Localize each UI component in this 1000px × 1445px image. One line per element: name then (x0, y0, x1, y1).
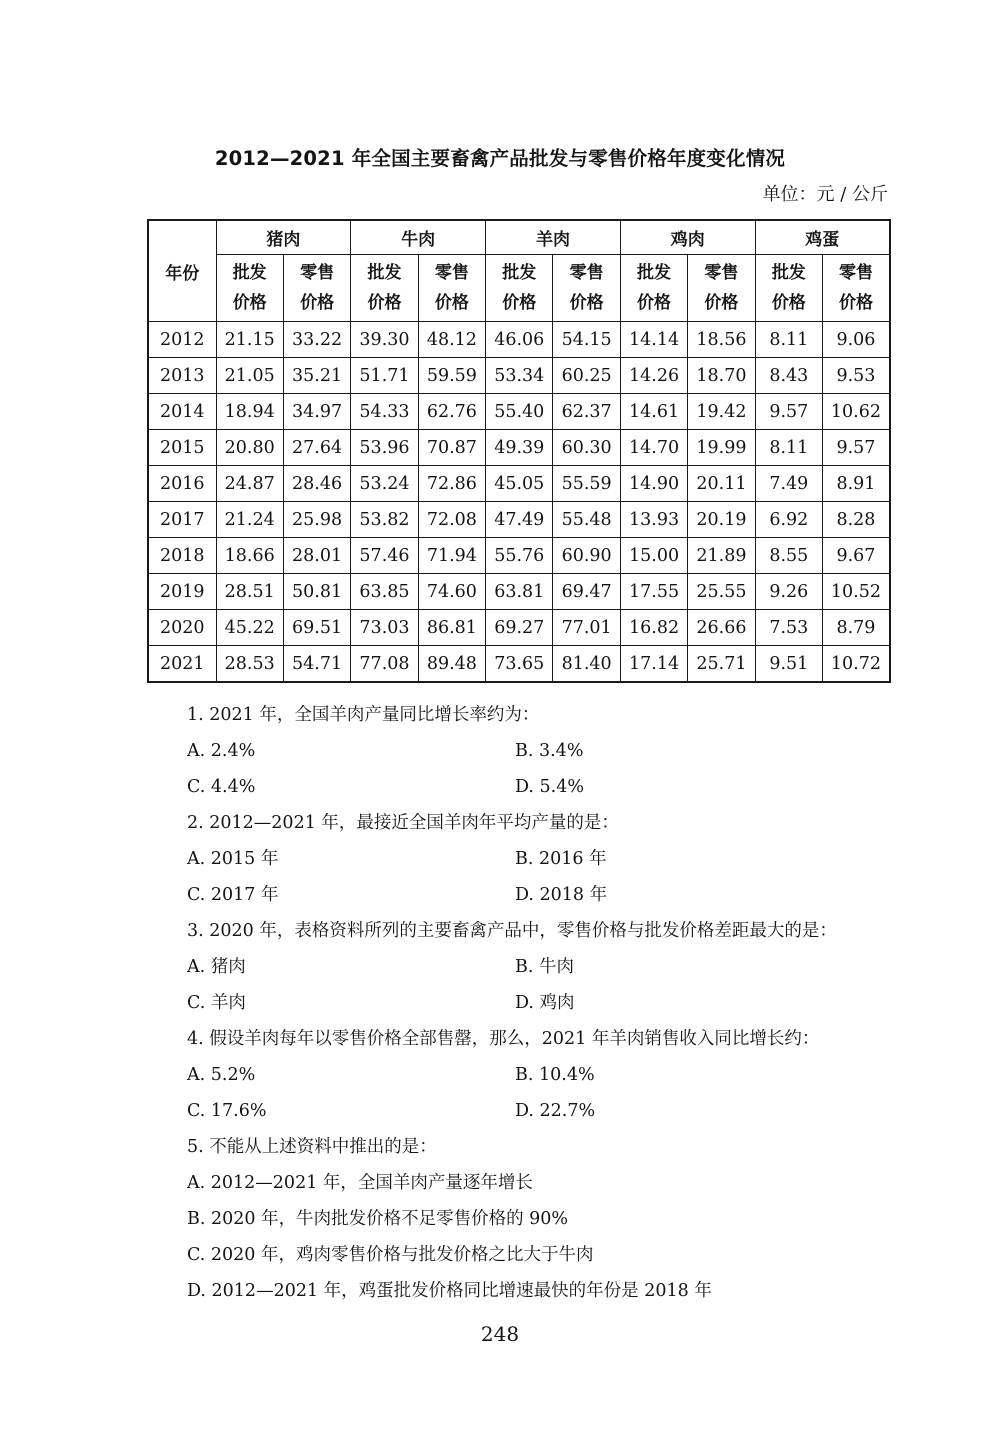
price-cell: 51.71 (351, 358, 418, 394)
answer-option: A. 猪肉 (187, 957, 246, 977)
year-cell: 2017 (148, 502, 216, 538)
price-cell: 55.40 (486, 394, 553, 430)
price-cell: 7.49 (755, 466, 822, 502)
price-cell: 69.51 (283, 610, 350, 646)
answer-option: B. 10.4% (515, 1065, 595, 1085)
option-row (187, 1093, 907, 1129)
price-cell: 9.57 (755, 394, 822, 430)
answer-option: D. 5.4% (515, 777, 584, 797)
sub-header-chicken-retail: 零售 价格 (688, 255, 755, 322)
price-cell: 73.03 (351, 610, 418, 646)
price-cell: 18.56 (688, 322, 755, 358)
answer-option: C. 羊肉 (187, 993, 246, 1013)
group-header-beef: 牛肉 (351, 220, 486, 255)
price-cell: 25.71 (688, 646, 755, 683)
header-group-row (148, 220, 890, 255)
price-cell: 54.33 (351, 394, 418, 430)
price-cell: 16.82 (620, 610, 687, 646)
price-cell: 54.15 (553, 322, 620, 358)
price-cell: 8.11 (755, 322, 822, 358)
page-title: 2012—2021 年全国主要畜禽产品批发与零售价格年度变化情况 (214, 147, 786, 170)
question-stem: 3. 2020 年，表格资料所列的主要畜禽产品中，零售价格与批发价格差距最大的是： (187, 921, 837, 941)
price-cell: 33.22 (283, 322, 350, 358)
price-cell: 18.94 (216, 394, 283, 430)
price-cell: 50.81 (283, 574, 350, 610)
price-cell: 8.43 (755, 358, 822, 394)
price-cell: 28.51 (216, 574, 283, 610)
year-cell: 2013 (148, 358, 216, 394)
price-cell: 25.55 (688, 574, 755, 610)
price-cell: 26.66 (688, 610, 755, 646)
answer-option: A. 2.4% (187, 741, 256, 761)
price-cell: 14.90 (620, 466, 687, 502)
table-row (148, 646, 890, 683)
table-row (148, 358, 890, 394)
price-cell: 9.57 (823, 430, 890, 466)
year-cell: 2020 (148, 610, 216, 646)
price-cell: 8.79 (823, 610, 890, 646)
price-cell: 60.30 (553, 430, 620, 466)
price-cell: 69.47 (553, 574, 620, 610)
price-cell: 10.62 (823, 394, 890, 430)
price-cell: 7.53 (755, 610, 822, 646)
answer-option: B. 牛肉 (515, 957, 574, 977)
group-header-egg: 鸡蛋 (755, 220, 890, 255)
answer-option: B. 2020 年，牛肉批发价格不足零售价格的 90% (187, 1209, 569, 1229)
price-cell: 53.82 (351, 502, 418, 538)
answer-option: D. 2012—2021 年，鸡蛋批发价格同比增速最快的年份是 2018 年 (187, 1281, 712, 1301)
year-cell: 2012 (148, 322, 216, 358)
sub-header-mutton-retail: 零售 价格 (553, 255, 620, 322)
price-cell: 24.87 (216, 466, 283, 502)
answer-option: D. 22.7% (515, 1101, 596, 1121)
table-row (148, 574, 890, 610)
price-cell: 14.61 (620, 394, 687, 430)
year-cell: 2014 (148, 394, 216, 430)
price-cell: 14.26 (620, 358, 687, 394)
price-cell: 53.34 (486, 358, 553, 394)
price-cell: 72.08 (418, 502, 485, 538)
price-cell: 77.01 (553, 610, 620, 646)
price-cell: 55.76 (486, 538, 553, 574)
table-row (148, 322, 890, 358)
option-row (187, 949, 907, 985)
price-cell: 14.14 (620, 322, 687, 358)
option-row (187, 769, 907, 805)
page-number: 248 (480, 1322, 520, 1346)
question-stem: 4. 假设羊肉每年以零售价格全部售罄，那么，2021 年羊肉销售收入同比增长约： (187, 1029, 820, 1049)
year-cell: 2021 (148, 646, 216, 683)
price-cell: 53.24 (351, 466, 418, 502)
answer-option: D. 2018 年 (515, 885, 608, 905)
price-cell: 70.87 (418, 430, 485, 466)
answer-option: C. 2017 年 (187, 885, 279, 905)
price-cell: 18.70 (688, 358, 755, 394)
sub-header-pork-retail: 零售 价格 (283, 255, 350, 322)
question-stem: 2. 2012—2021 年，最接近全国羊肉年平均产量的是： (187, 813, 619, 833)
price-cell: 9.51 (755, 646, 822, 683)
group-header-mutton: 羊肉 (486, 220, 621, 255)
price-cell: 57.46 (351, 538, 418, 574)
price-cell: 21.89 (688, 538, 755, 574)
price-cell: 55.48 (553, 502, 620, 538)
price-cell: 14.70 (620, 430, 687, 466)
price-cell: 55.59 (553, 466, 620, 502)
price-cell: 8.55 (755, 538, 822, 574)
price-cell: 71.94 (418, 538, 485, 574)
price-cell: 47.49 (486, 502, 553, 538)
answer-option: A. 2015 年 (187, 849, 279, 869)
price-cell: 21.24 (216, 502, 283, 538)
price-cell: 60.90 (553, 538, 620, 574)
price-cell: 45.22 (216, 610, 283, 646)
answer-option: B. 3.4% (515, 741, 584, 761)
price-cell: 53.96 (351, 430, 418, 466)
price-cell: 60.25 (553, 358, 620, 394)
price-cell: 9.53 (823, 358, 890, 394)
price-cell: 8.28 (823, 502, 890, 538)
price-cell: 62.76 (418, 394, 485, 430)
price-table (147, 219, 891, 683)
price-cell: 10.72 (823, 646, 890, 683)
answer-option: A. 2012—2021 年，全国羊肉产量逐年增长 (187, 1173, 533, 1193)
sub-header-beef-wholesale: 批发 价格 (351, 255, 418, 322)
sub-header-mutton-wholesale: 批发 价格 (486, 255, 553, 322)
price-cell: 13.93 (620, 502, 687, 538)
price-cell: 73.65 (486, 646, 553, 683)
table-row (148, 394, 890, 430)
price-cell: 8.91 (823, 466, 890, 502)
price-cell: 25.98 (283, 502, 350, 538)
question-stem: 5. 不能从上述资料中推出的是： (187, 1137, 437, 1157)
table-header (148, 220, 890, 322)
table-row (148, 466, 890, 502)
price-cell: 15.00 (620, 538, 687, 574)
question-stem: 1. 2021 年，全国羊肉产量同比增长率约为： (187, 705, 540, 725)
price-cell: 81.40 (553, 646, 620, 683)
price-cell: 28.46 (283, 466, 350, 502)
price-cell: 45.05 (486, 466, 553, 502)
price-cell: 77.08 (351, 646, 418, 683)
price-cell: 49.39 (486, 430, 553, 466)
price-cell: 20.11 (688, 466, 755, 502)
price-cell: 46.06 (486, 322, 553, 358)
table-body (148, 322, 890, 683)
price-cell: 62.37 (553, 394, 620, 430)
answer-option: C. 4.4% (187, 777, 256, 797)
price-cell: 69.27 (486, 610, 553, 646)
price-cell: 63.81 (486, 574, 553, 610)
price-cell: 48.12 (418, 322, 485, 358)
price-cell: 28.53 (216, 646, 283, 683)
year-column-header: 年份 (148, 220, 216, 322)
price-cell: 39.30 (351, 322, 418, 358)
price-cell: 17.55 (620, 574, 687, 610)
table-row (148, 502, 890, 538)
price-cell: 28.01 (283, 538, 350, 574)
question-list (187, 697, 907, 1309)
sub-header-beef-retail: 零售 价格 (418, 255, 485, 322)
price-cell: 9.26 (755, 574, 822, 610)
price-cell: 86.81 (418, 610, 485, 646)
price-cell: 17.14 (620, 646, 687, 683)
price-cell: 27.64 (283, 430, 350, 466)
price-cell: 89.48 (418, 646, 485, 683)
price-cell: 21.15 (216, 322, 283, 358)
price-cell: 63.85 (351, 574, 418, 610)
year-cell: 2015 (148, 430, 216, 466)
price-cell: 20.19 (688, 502, 755, 538)
unit-label: 单位：元 / 公斤 (762, 184, 888, 205)
year-cell: 2019 (148, 574, 216, 610)
option-row (187, 733, 907, 769)
sub-header-egg-wholesale: 批发 价格 (755, 255, 822, 322)
table-row (148, 538, 890, 574)
answer-option: B. 2016 年 (515, 849, 607, 869)
price-cell: 54.71 (283, 646, 350, 683)
option-row (187, 841, 907, 877)
price-cell: 19.99 (688, 430, 755, 466)
price-cell: 9.06 (823, 322, 890, 358)
group-header-pork: 猪肉 (216, 220, 351, 255)
price-cell: 10.52 (823, 574, 890, 610)
option-row (187, 1057, 907, 1093)
answer-option: D. 鸡肉 (515, 993, 575, 1013)
sub-header-egg-retail: 零售 价格 (823, 255, 890, 322)
price-cell: 18.66 (216, 538, 283, 574)
answer-option: A. 5.2% (187, 1065, 256, 1085)
table-row (148, 610, 890, 646)
price-cell: 6.92 (755, 502, 822, 538)
price-cell: 9.67 (823, 538, 890, 574)
price-cell: 19.42 (688, 394, 755, 430)
sub-header-chicken-wholesale: 批发 价格 (620, 255, 687, 322)
price-cell: 74.60 (418, 574, 485, 610)
header-sub-row (148, 255, 890, 322)
year-cell: 2018 (148, 538, 216, 574)
table-row (148, 430, 890, 466)
answer-option: C. 2020 年，鸡肉零售价格与批发价格之比大于牛肉 (187, 1245, 594, 1265)
price-cell: 21.05 (216, 358, 283, 394)
option-row (187, 877, 907, 913)
price-cell: 20.80 (216, 430, 283, 466)
option-row (187, 985, 907, 1021)
group-header-chicken: 鸡肉 (620, 220, 755, 255)
answer-option: C. 17.6% (187, 1101, 267, 1121)
year-cell: 2016 (148, 466, 216, 502)
price-cell: 34.97 (283, 394, 350, 430)
price-cell: 35.21 (283, 358, 350, 394)
sub-header-pork-wholesale: 批发 价格 (216, 255, 283, 322)
price-cell: 59.59 (418, 358, 485, 394)
price-cell: 8.11 (755, 430, 822, 466)
price-cell: 72.86 (418, 466, 485, 502)
